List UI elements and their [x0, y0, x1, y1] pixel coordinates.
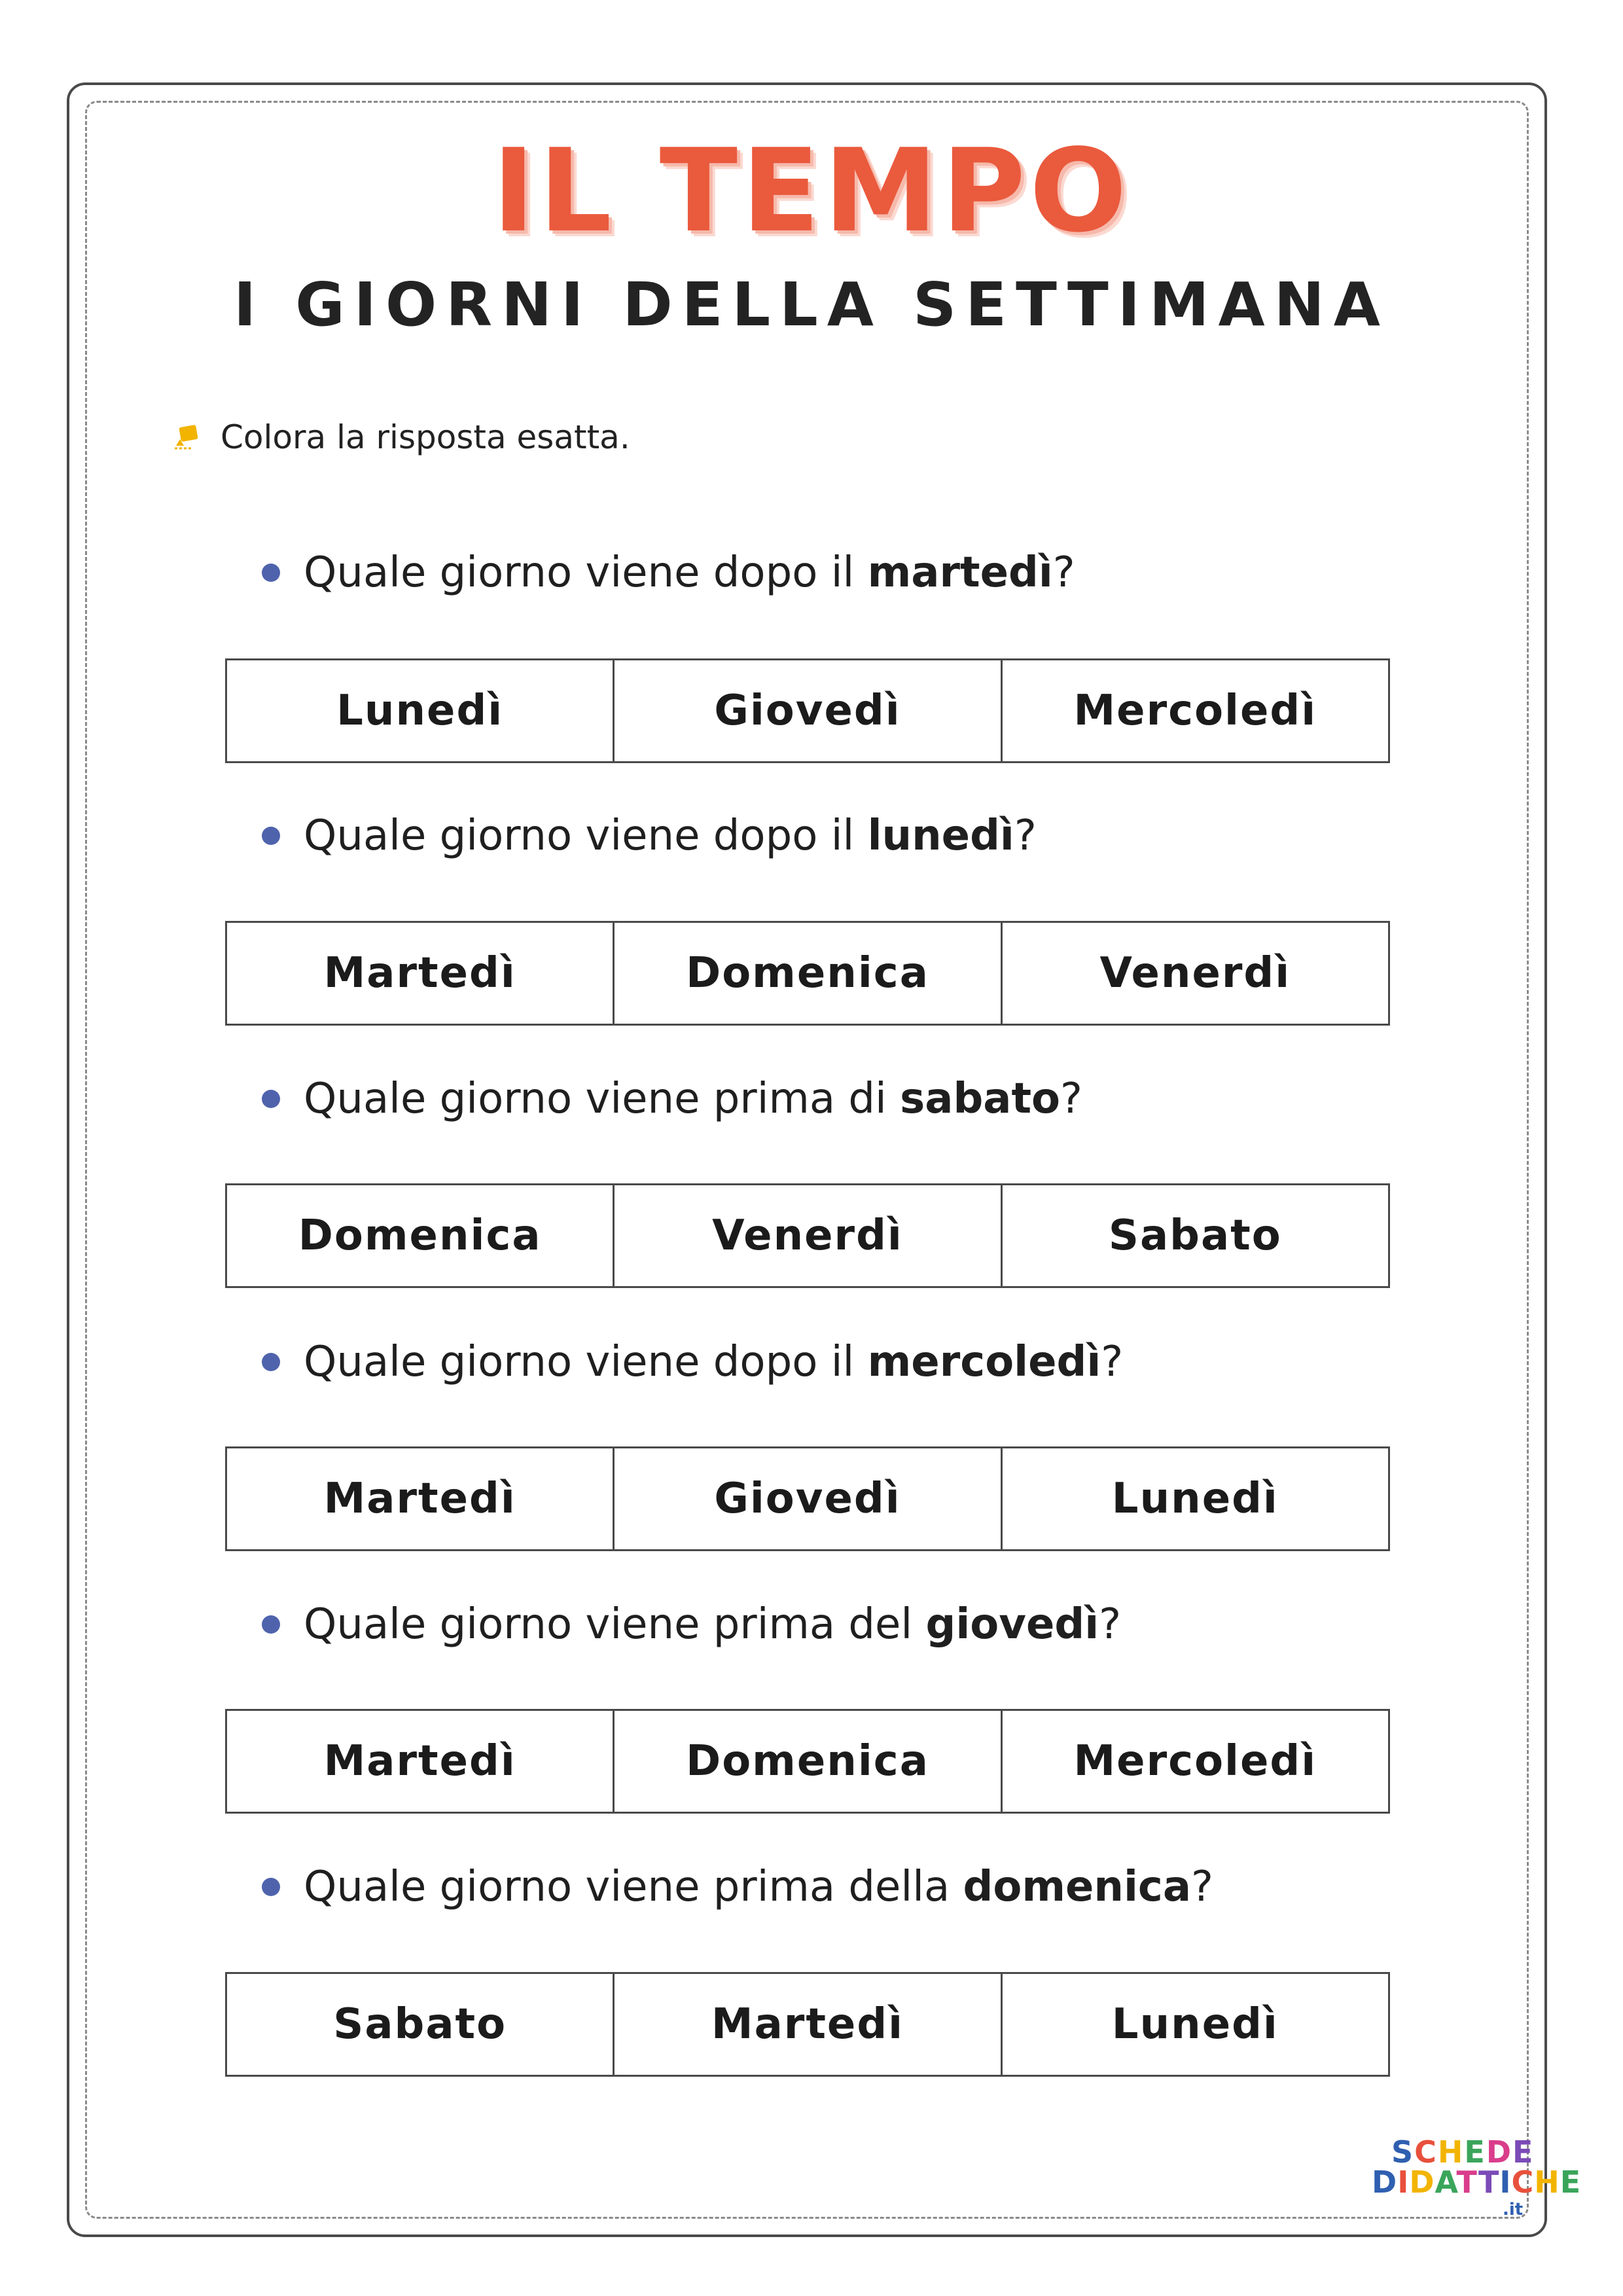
answer-option[interactable]: Venerdì	[615, 1185, 1002, 1286]
answer-option[interactable]: Lunedì	[227, 660, 615, 761]
answer-option[interactable]: Lunedì	[1111, 1475, 1279, 1523]
question-keyword: domenica	[963, 1863, 1192, 1911]
bullet-icon	[262, 1090, 280, 1108]
logo-line2: DIDATTICHE	[1372, 2164, 1582, 2200]
answer-option[interactable]: Giovedì	[615, 1448, 1002, 1549]
question-2	[262, 806, 1037, 865]
question-keyword: sabato	[900, 1075, 1060, 1123]
question-text: Quale giorno viene dopo il	[304, 548, 855, 597]
answer-option[interactable]: Martedì	[227, 1448, 615, 1549]
instruction-text: Colora la risposta esatta.	[221, 418, 630, 456]
question-text: Quale giorno viene dopo il	[304, 1338, 855, 1386]
answer-row-6	[225, 1972, 1390, 2077]
question-mark: ?	[1191, 1863, 1213, 1911]
question-mark: ?	[1060, 1075, 1082, 1123]
question-keyword: giovedì	[925, 1600, 1099, 1649]
answer-option[interactable]: Mercoledì	[1073, 1737, 1317, 1785]
page-subtitle: I GIORNI DELLA SETTIMANA	[234, 270, 1389, 340]
question-text: Quale giorno viene prima del	[304, 1600, 913, 1649]
question-mark: ?	[1052, 548, 1075, 597]
bullet-icon	[262, 564, 280, 582]
answer-option[interactable]: Domenica	[615, 1711, 1002, 1812]
answer-option[interactable]: Lunedì	[1111, 2000, 1279, 2049]
question-6	[262, 1857, 1213, 1916]
question-4	[262, 1333, 1123, 1391]
bullet-icon	[262, 1615, 280, 1634]
answer-option[interactable]: Sabato	[227, 1974, 615, 2075]
question-text: Quale giorno viene prima di	[304, 1075, 887, 1123]
logo-line1: SCHEDE	[1391, 2134, 1535, 2170]
question-3	[262, 1069, 1082, 1128]
question-mark: ?	[1014, 812, 1037, 860]
answer-option[interactable]: Martedì	[227, 923, 615, 1024]
question-keyword: lunedì	[867, 812, 1014, 860]
answer-option[interactable]: Sabato	[1108, 1211, 1282, 1260]
page-title: IL TEMPO	[492, 125, 1131, 258]
question-text: Quale giorno viene dopo il	[304, 812, 855, 860]
instruction	[173, 418, 630, 457]
answer-option[interactable]: Domenica	[227, 1185, 615, 1286]
answer-row-4	[225, 1446, 1390, 1551]
logo-line3: .it	[1503, 2200, 1524, 2219]
answer-option[interactable]: Martedì	[615, 1974, 1002, 2075]
bullet-icon	[262, 1878, 280, 1896]
answer-option[interactable]: Giovedì	[615, 660, 1002, 761]
answer-row-5	[225, 1709, 1390, 1814]
answer-row-3	[225, 1183, 1390, 1288]
answer-option[interactable]: Mercoledì	[1073, 687, 1317, 735]
site-logo	[1368, 2134, 1582, 2219]
question-keyword: mercoledì	[867, 1338, 1101, 1386]
question-mark: ?	[1099, 1600, 1122, 1649]
highlighter-icon	[173, 423, 201, 451]
bullet-icon	[262, 827, 280, 845]
answer-option[interactable]: Martedì	[227, 1711, 615, 1812]
answer-option[interactable]: Venerdì	[1099, 949, 1291, 997]
question-text: Quale giorno viene prima della	[304, 1863, 950, 1911]
question-1	[262, 543, 1075, 602]
answer-row-1	[225, 658, 1390, 763]
answer-row-2	[225, 921, 1390, 1026]
question-5	[262, 1595, 1121, 1654]
question-keyword: martedì	[867, 548, 1053, 597]
question-mark: ?	[1101, 1338, 1124, 1386]
answer-option[interactable]: Domenica	[615, 923, 1002, 1024]
bullet-icon	[262, 1353, 280, 1371]
